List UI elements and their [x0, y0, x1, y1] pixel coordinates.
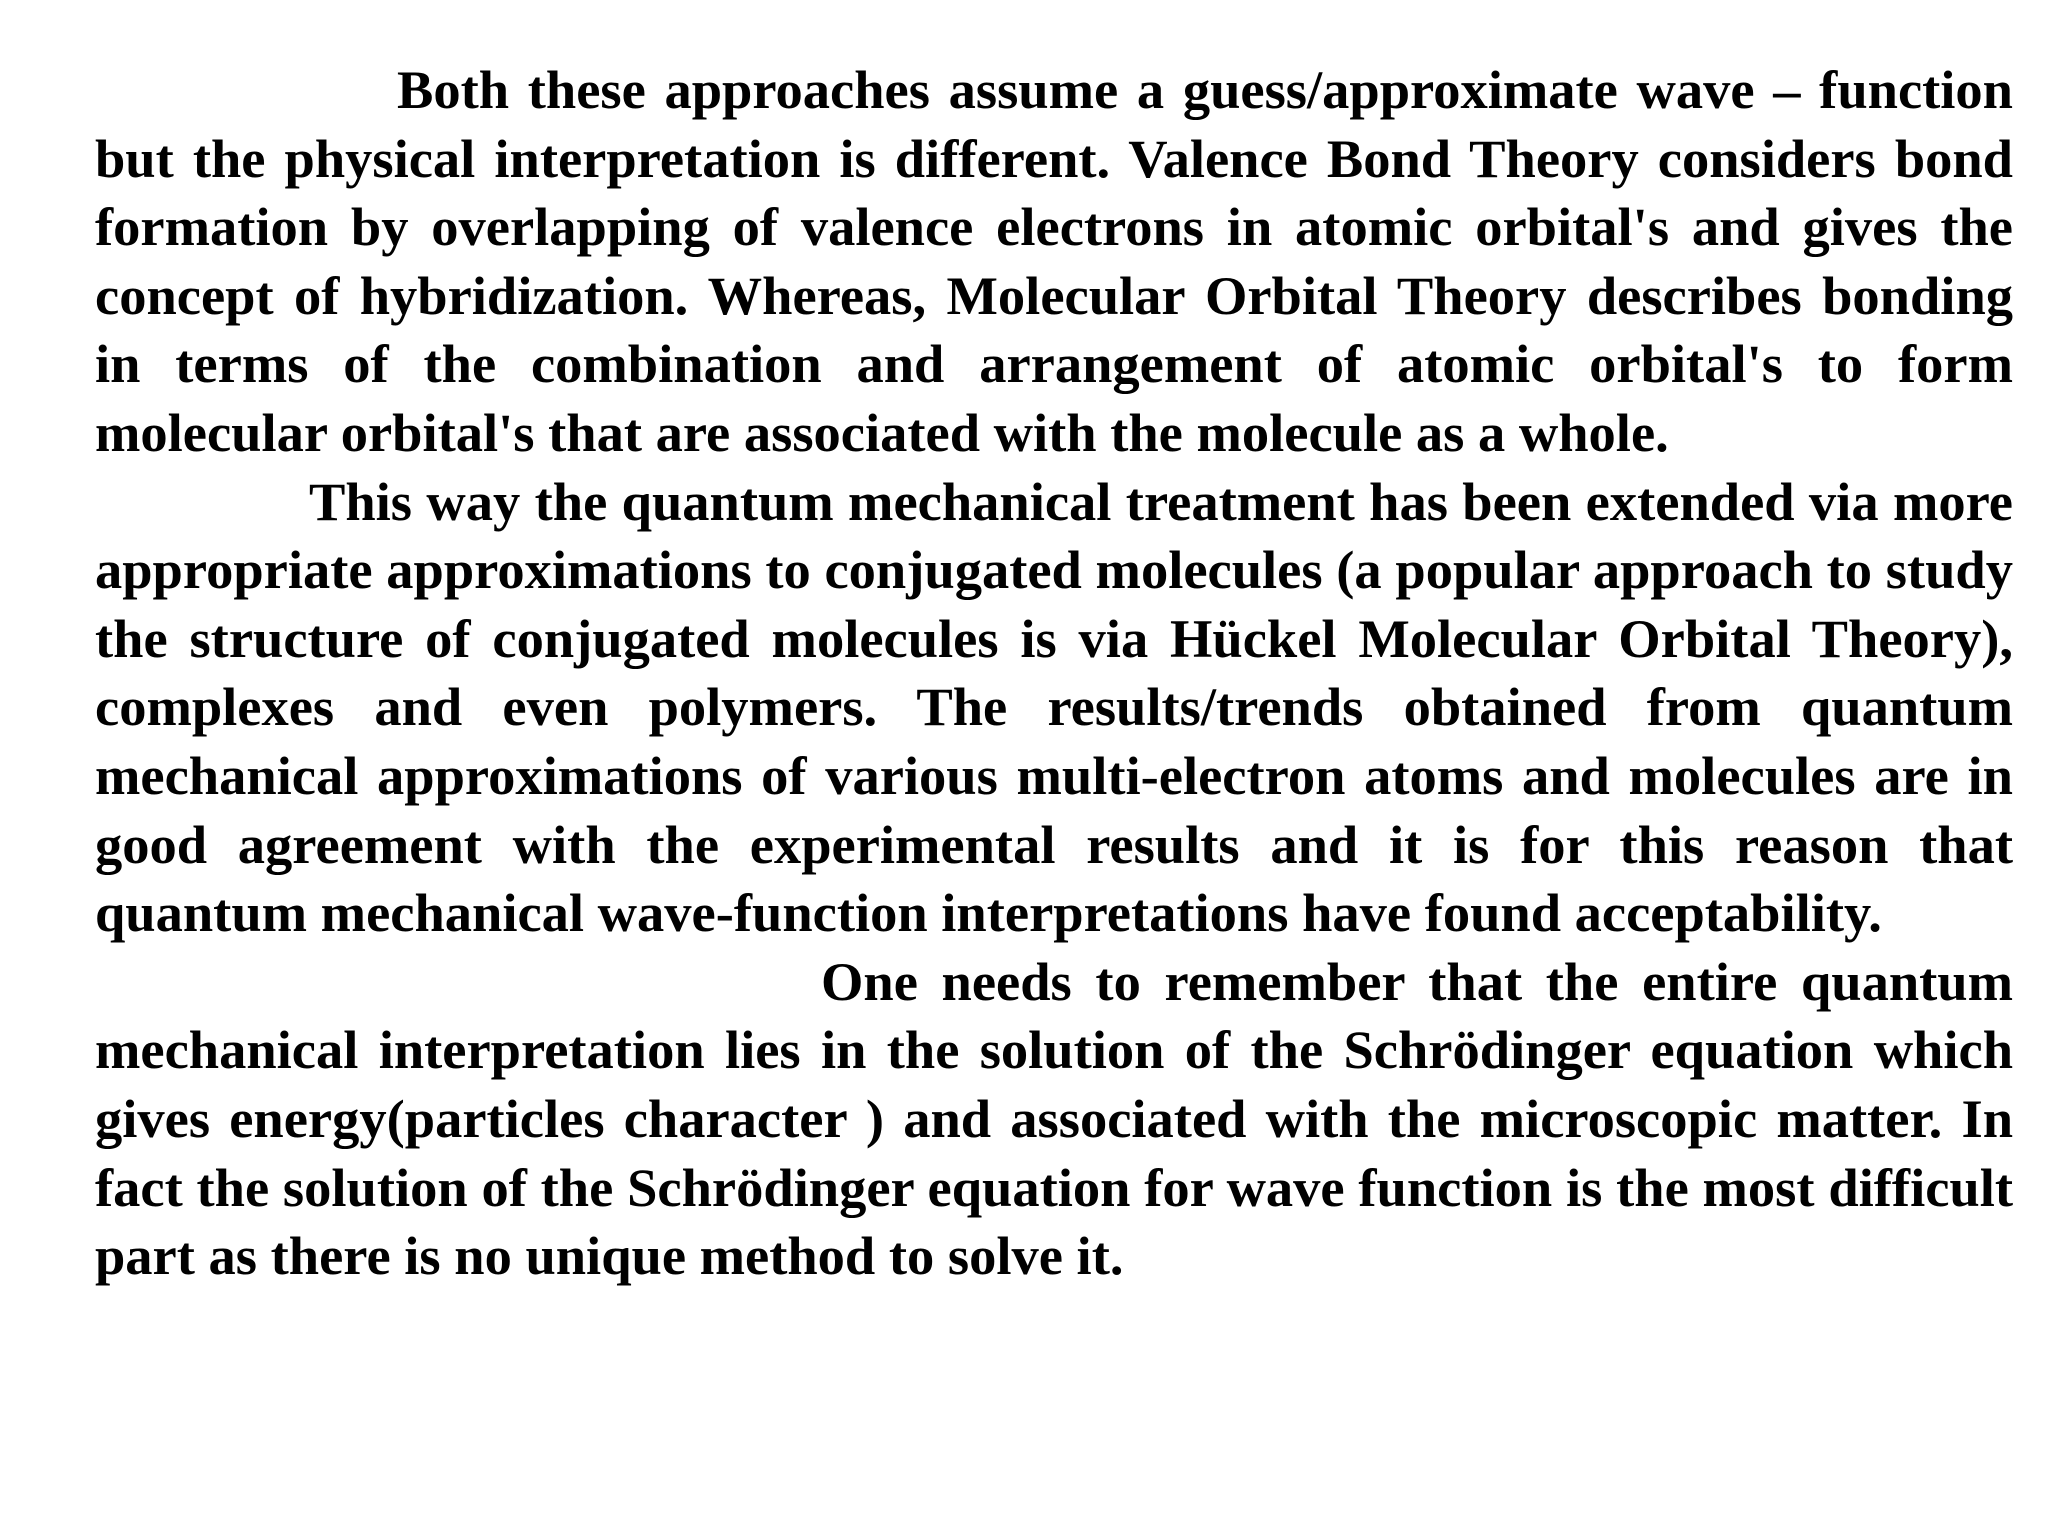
paragraph-quantum-treatment: This way the quantum mechanical treatment has been extended via more appropriate approximations to conjugated molecules (a popular approach to study the structure of conjugated molecules is via Hückel Molecular Orbital Theory), complexes and even polymers. The results/trends obtained from quantum mechanical approximations of various multi-electron atoms and molecules are in good agreement with the experimental results and it is for this reason that quantum mechanical wave-function interpretations have found acceptability.	[95, 470, 2013, 944]
paragraph-schrodinger: One needs to remember that the entire quantum mechanical interpretation lies in the solution of the Schrödinger equation which gives energy(particles character ) and associated with the microscopic matter. In fact the solution of the Schrödinger equation for wave function is the most difficult part as there is no unique method to solve it.	[95, 950, 2013, 1287]
document-body	[95, 56, 2013, 1291]
paragraph-approaches: Both these approaches assume a guess/approximate wave – function but the physical interpretation is different. Valence Bond Theory considers bond formation by overlapping of valence electrons in atomic orbital's and gives the concept of hybridization. Whereas, Molecular Orbital Theory describes bonding in terms of the combination and arrangement of atomic orbital's to form molecular orbital's that are associated with the molecule as a whole.	[95, 59, 2013, 463]
